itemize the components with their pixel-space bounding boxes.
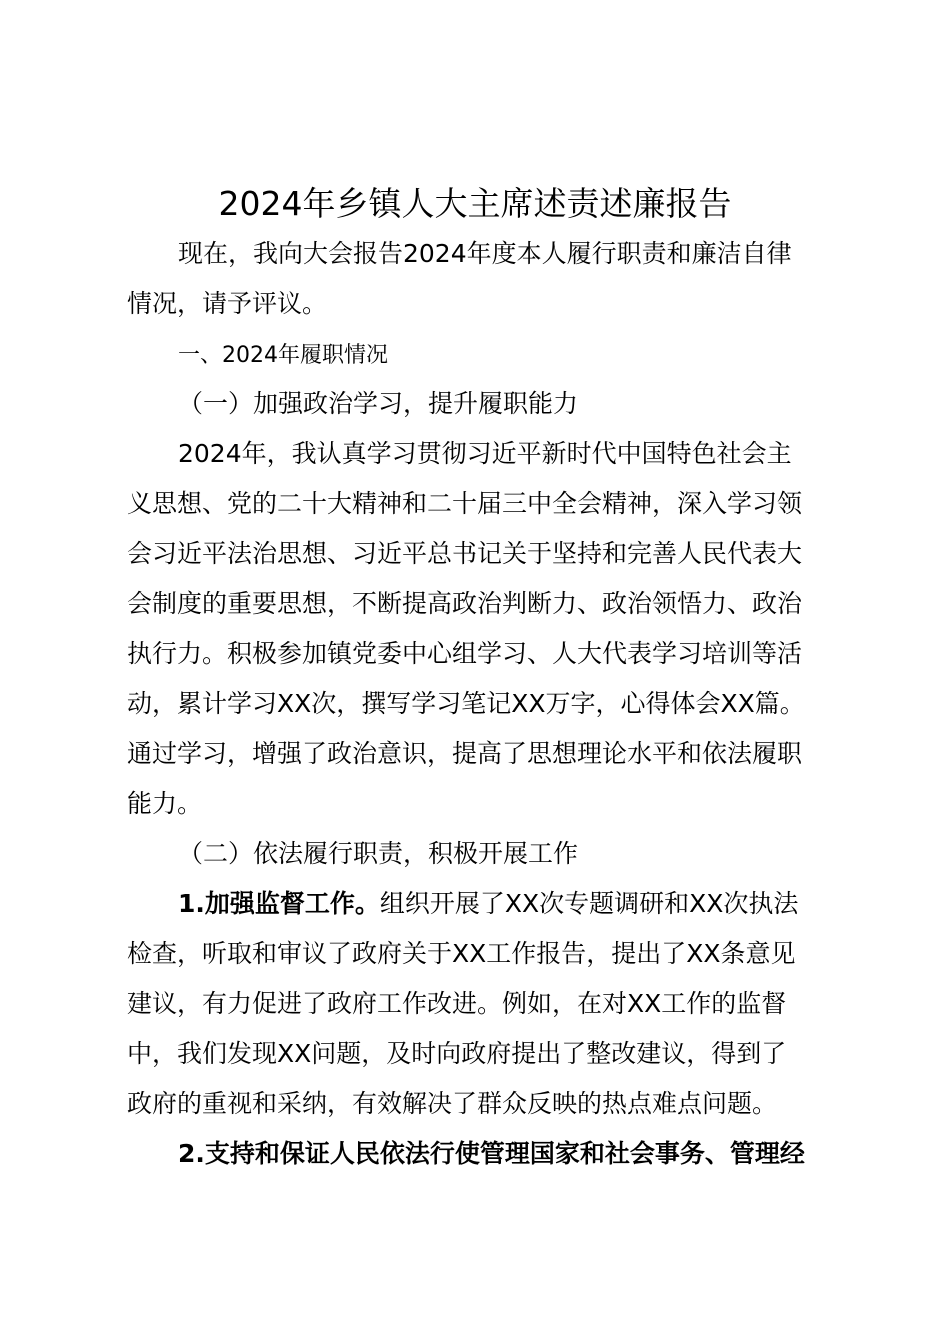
- item-heading: 2.支持和保证人民依法行使管理国家和社会事务、管理经: [178, 1139, 805, 1168]
- paragraph-line: 动，累计学习XX次，撰写学习笔记XX万字，心得体会XX篇。: [127, 689, 805, 718]
- paragraph-line: 义思想、党的二十大精神和二十届三中全会精神，深入学习领: [127, 489, 803, 518]
- paragraph-line: 2024年，我认真学习贯彻习近平新时代中国特色社会主: [178, 439, 792, 468]
- subsection-heading: （一）加强政治学习，提升履职能力: [178, 389, 579, 418]
- paragraph-line: 检查，听取和审议了政府关于XX工作报告，提出了XX条意见: [127, 939, 796, 968]
- document-title: 2024年乡镇人大主席述责述廉报告: [218, 184, 732, 223]
- paragraph-line: 现在，我向大会报告2024年度本人履行职责和廉洁自律: [178, 239, 792, 268]
- paragraph-line: 会习近平法治思想、习近平总书记关于坚持和完善人民代表大: [127, 539, 803, 568]
- item-text: 组织开展了XX次专题调研和XX次执法: [379, 889, 799, 918]
- paragraph-line: 建议，有力促进了政府工作改进。例如，在对XX工作的监督: [127, 989, 787, 1018]
- item-heading: 1.加强监督工作。: [178, 889, 380, 918]
- paragraph-line: [178, 887, 898, 921]
- section-heading: 一、2024年履职情况: [178, 343, 388, 368]
- paragraph-line: 情况，请予评议。: [127, 289, 328, 318]
- paragraph-line: 执行力。积极参加镇党委中心组学习、人大代表学习培训等活: [127, 639, 803, 668]
- paragraph-line: 通过学习，增强了政治意识，提高了思想理论水平和依法履职: [127, 739, 803, 768]
- paragraph-line: 中，我们发现XX问题，及时向政府提出了整改建议，得到了: [127, 1039, 787, 1068]
- paragraph-line: 会制度的重要思想，不断提高政治判断力、政治领悟力、政治: [127, 589, 803, 618]
- paragraph-line: 政府的重视和采纳，有效解决了群众反映的热点难点问题。: [127, 1089, 778, 1118]
- paragraph-line: 能力。: [127, 789, 203, 818]
- subsection-heading: （二）依法履行职责，积极开展工作: [178, 839, 579, 868]
